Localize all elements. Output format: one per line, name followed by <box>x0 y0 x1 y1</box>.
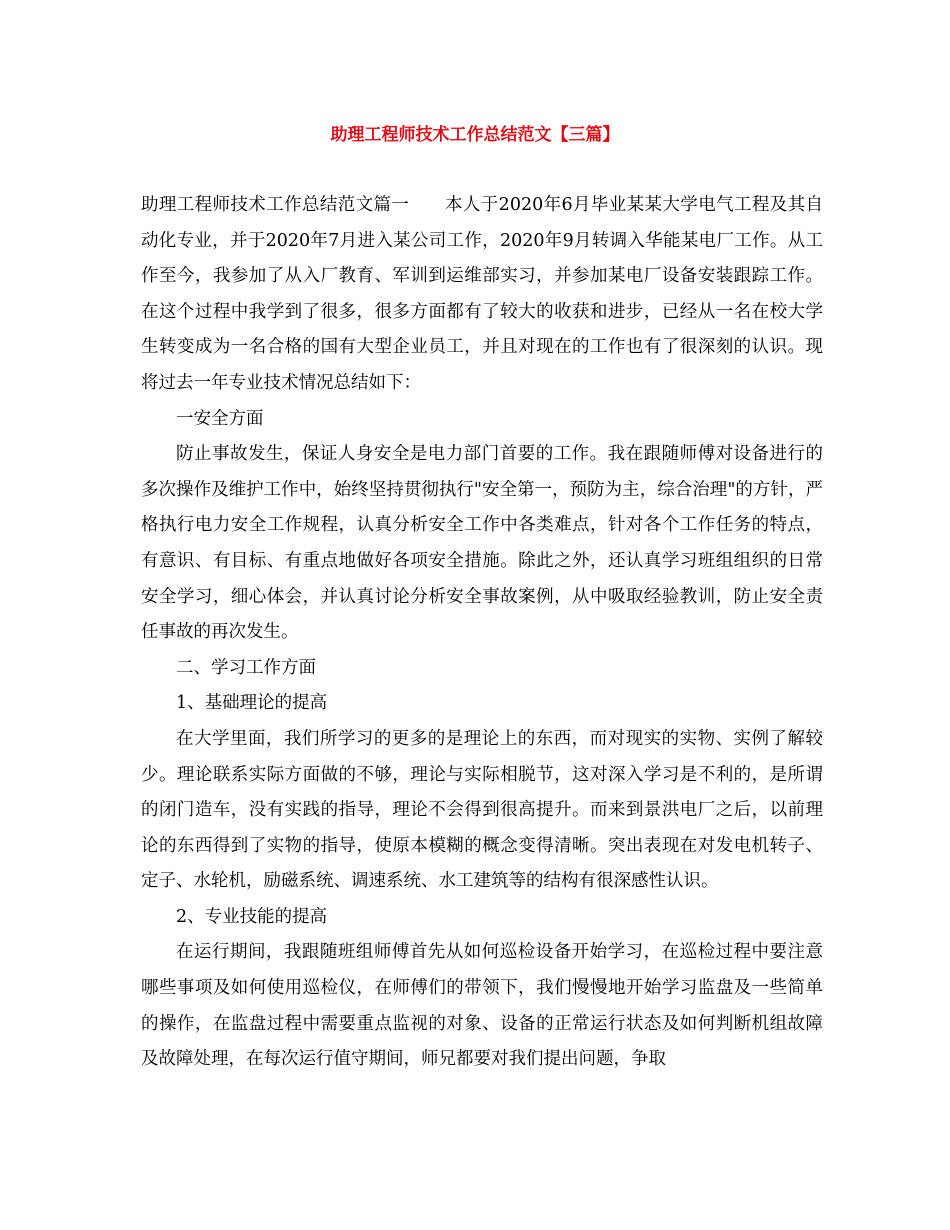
paragraph-basic-theory: 在大学里面，我们所学习的更多的是理论上的东西，而对现实的实物、实例了解较少。理论联系实际方面做的不够，理论与实际相脱节，这对深入学习是不利的，是所谓的闭门造车，没有实践的指导，理论不会得到很高提升。而来到景洪电厂之后，以前理论的东西得到了实物的指导，使原本模糊的概念变得清晰。突出表现在对发电机转子、定子、水轮机，励磁系统、调速系统、水工建筑等的结构有很深感性认识。 <box>141 728 823 892</box>
heading-basic-theory: 1、基础理论的提高 <box>176 693 328 714</box>
paragraph-safety: 防止事故发生，保证人身安全是电力部门首要的工作。我在跟随师傅对设备进行的多次操作及维护工作中，始终坚持贯彻执行"安全第一，预防为主，综合治理"的方针，严格执行电力安全工作规程，认真分析安全工作中各类难点，针对各个工作任务的特点，有意识、有目标、有重点地做好各项安全措施。除此之外，还认真学习班组组织的日常安全学习，细心体会，并认真讨论分析安全事故案例，从中吸取经验教训，防止安全责任事故的再次发生。 <box>141 444 823 643</box>
heading-study-work: 二、学习工作方面 <box>176 657 316 678</box>
heading-safety: 一安全方面 <box>176 408 264 429</box>
paragraph-professional-skills: 在运行期间，我跟随班组师傅首先从如何巡检设备开始学习，在巡检过程中要注意哪些事项及如何使用巡检仪，在师傅们的带领下，我们慢慢地开始学习监盘及一些简单的操作，在监盘过程中需要重点监视的对象、设备的正常运行状态及如何判断机组故障及故障处理，在每次运行值守期间，师兄都要对我们提出问题，争取 <box>141 942 823 1070</box>
document-title: 助理工程师技术工作总结范文【三篇】 <box>330 125 620 145</box>
heading-professional-skills: 2、专业技能的提高 <box>176 906 328 927</box>
document-body <box>141 188 823 1078</box>
paragraph-intro: 助理工程师技术工作总结范文篇一 本人于2020年6月毕业某某大学电气工程及其自动化专业，并于2020年7月进入某公司工作，2020年9月转调入华能某电厂工作。从工作至今，我参加了从入厂教育、军训到运维部实习，并参加某电厂设备安装跟踪工作。在这个过程中我学到了很多，很多方面都有了较大的收获和进步，已经从一名在校大学生转变成为一名合格的国有大型企业员工，并且对现在的工作也有了很深刻的认识。现将过去一年专业技术情况总结如下： <box>141 195 823 393</box>
